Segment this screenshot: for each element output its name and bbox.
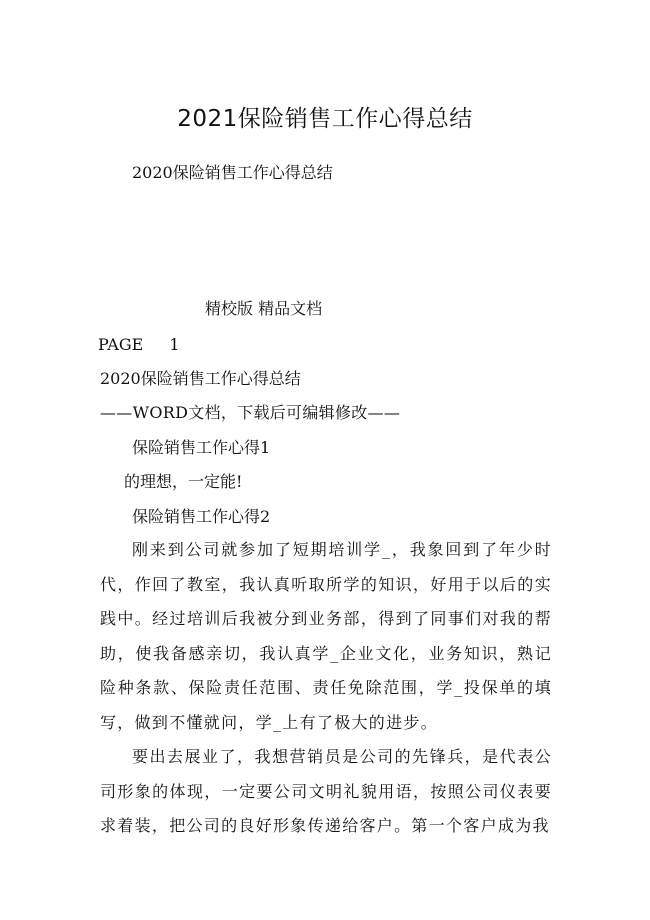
page-indicator	[98, 335, 180, 355]
word-document-note: ——WORD文档，下载后可编辑修改——	[100, 403, 401, 422]
document-subtitle: 2020保险销售工作心得总结	[132, 163, 333, 182]
body-paragraph: 要出去展业了，我想营销员是公司的先锋兵，是代表公司形象的体现，一定要公司文明礼貌用语，按照公司仪表要求着装，把公司的良好形象传递给客户。第一个客户成为我	[100, 747, 552, 836]
page-label: PAGE	[98, 335, 144, 354]
section-2-title: 保险销售工作心得2	[132, 507, 271, 526]
body-paragraph: 刚来到公司就参加了短期培训学_，我象回到了年少时代，作回了教室，我认真听取所学的知识，好用于以后的实践中。经过培训后我被分到业务部，得到了同事们对我的帮助，使我备感亲切，我认真学_企业文化，业务知识，熟记险种条款、保险责任范围、责任免除范围，学_投保单的填写，做到不懂就问，学_上有了极大的进步。	[100, 540, 552, 732]
page-number: 1	[169, 335, 180, 354]
document-heading: 2020保险销售工作心得总结	[100, 369, 301, 388]
section-1-title: 保险销售工作心得1	[132, 438, 271, 457]
section-1-fragment: 的理想，一定能!	[124, 472, 243, 491]
watermark-text: 精校版 精品文档	[205, 299, 323, 318]
document-title: 2021保险销售工作心得总结	[177, 106, 473, 132]
